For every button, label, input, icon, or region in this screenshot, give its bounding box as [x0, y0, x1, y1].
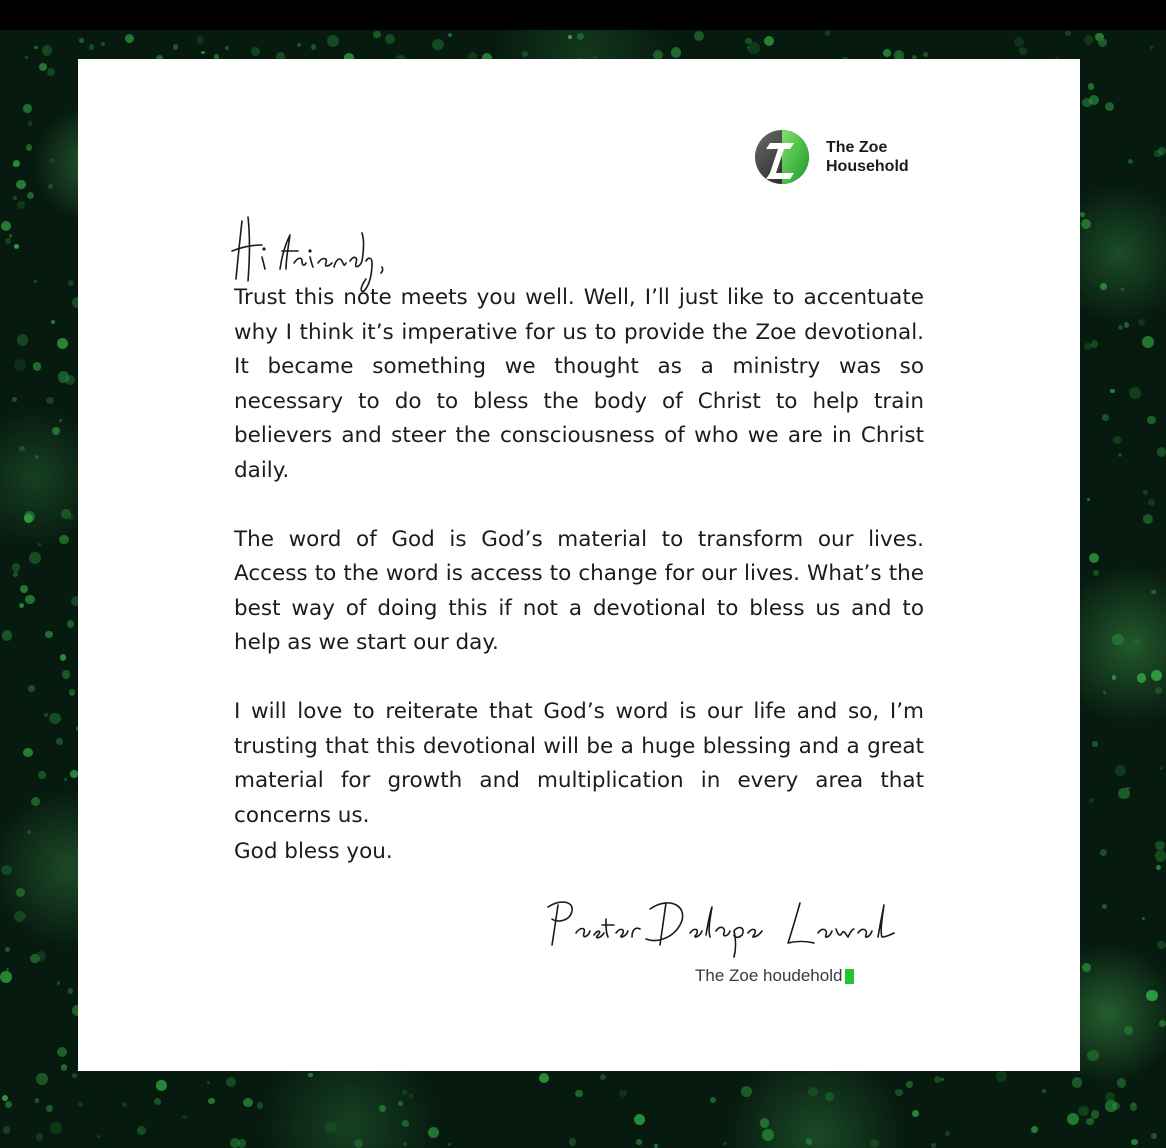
foliage-leaf [16, 180, 26, 190]
foliage-leaf [13, 572, 18, 577]
foliage-leaf [24, 511, 35, 522]
foliage-leaf [1157, 941, 1166, 950]
foliage-leaf [38, 771, 46, 779]
foliage-leaf [36, 1133, 44, 1141]
foliage-leaf [1158, 147, 1166, 155]
foliage-leaf [1129, 387, 1140, 398]
foliage-leaf [1087, 1050, 1099, 1062]
foliage-leaf [226, 1077, 236, 1087]
foliage-leaf [5, 947, 10, 952]
foliage-leaf [402, 1120, 409, 1127]
foliage-leaf [1087, 498, 1090, 501]
foliage-leaf [1089, 798, 1094, 803]
foliage-leaf [806, 1138, 813, 1145]
foliage-leaf [1159, 1020, 1166, 1027]
foliage-leaf [694, 31, 704, 41]
foliage-leaf [1150, 46, 1153, 49]
foliage-leaf [1148, 499, 1155, 506]
foliage-leaf [308, 1073, 312, 1077]
foliage-leaf [1102, 414, 1109, 421]
foliage-leaf [13, 160, 20, 167]
foliage-leaf [1089, 553, 1099, 563]
foliage-leaf [14, 359, 26, 371]
foliage-leaf [895, 1089, 903, 1097]
foliage-leaf [1151, 590, 1155, 594]
foliage-leaf [1117, 1078, 1127, 1088]
foliage-leaf [1155, 850, 1166, 861]
foliage-leaf [1088, 83, 1095, 90]
foliage-leaf [19, 603, 24, 608]
foliage-leaf [64, 778, 67, 781]
foliage-leaf [634, 1114, 645, 1125]
foliage-leaf [1143, 490, 1148, 495]
foliage-leaf [225, 46, 229, 50]
foliage-leaf [1146, 990, 1158, 1002]
foliage-leaf [760, 1118, 770, 1128]
foliage-leaf [297, 43, 302, 48]
foliage-leaf [741, 1086, 753, 1098]
foliage-leaf [59, 535, 69, 545]
foliage-leaf [1091, 1110, 1099, 1118]
foliage-leaf [1110, 389, 1114, 393]
foliage-leaf [1121, 288, 1124, 291]
foliage-leaf [46, 1105, 53, 1112]
foliage-leaf [577, 33, 584, 40]
foliage-leaf [1078, 1106, 1089, 1117]
foliage-leaf [1142, 336, 1154, 348]
foliage-leaf [45, 631, 53, 639]
foliage-leaf [59, 419, 62, 422]
foliage-leaf [78, 1102, 84, 1108]
letter-card [78, 59, 1080, 1071]
foliage-leaf [49, 713, 60, 724]
foliage-leaf [448, 1143, 451, 1146]
foliage-leaf [48, 184, 53, 189]
foliage-leaf [39, 63, 47, 71]
foliage-leaf [97, 1135, 101, 1139]
foliage-leaf [723, 1142, 726, 1145]
foliage-leaf [9, 234, 12, 237]
brand-name [826, 138, 909, 176]
foliage-leaf [101, 42, 105, 46]
brand-name-line1: The Zoe [826, 139, 888, 156]
foliage-leaf [1082, 963, 1091, 972]
foliage-leaf [31, 797, 41, 807]
foliage-leaf [1093, 570, 1099, 576]
foliage-leaf [568, 35, 571, 38]
foliage-leaf [2, 630, 12, 640]
foliage-leaf [1014, 37, 1024, 47]
foliage-leaf [808, 1087, 818, 1097]
foliage-leaf [1155, 687, 1162, 694]
letter-paragraph-1: Trust this note meets you well. Well, I’ll just like to accentuate why I think it’s imperative for us to provide the Zoe devotional. It became something we thought as a ministry was so necessary to do to bless the body of Christ to help train believers and steer the consciousness of who we are in Christ daily. [234, 285, 924, 483]
foliage-leaf [1155, 841, 1164, 850]
foliage-leaf [47, 68, 55, 76]
foliage-leaf [1067, 1113, 1079, 1125]
foliage-leaf [29, 552, 41, 564]
foliage-leaf [354, 1139, 363, 1148]
foliage-leaf [208, 1098, 215, 1105]
foliage-leaf [373, 31, 380, 38]
foliage-leaf [12, 563, 21, 572]
top-black-bar [0, 0, 1166, 30]
foliage-leaf [1156, 865, 1161, 870]
foliage-leaf [52, 427, 60, 435]
foliage-leaf [522, 51, 528, 57]
foliage-leaf [311, 44, 317, 50]
foliage-leaf [5, 1101, 12, 1108]
foliage-leaf [1131, 1102, 1136, 1107]
letter-paragraph-2: The word of God is God’s material to transform our lives. Access to the word is access to change for our lives. What’s the best way of doing this if not a devotional to bless us and to help as we start our day. [234, 526, 924, 656]
foliage-leaf [1131, 1139, 1138, 1146]
foliage-leaf [923, 52, 927, 56]
foliage-leaf [65, 375, 75, 385]
foliage-leaf [201, 51, 204, 54]
foliage-leaf [1137, 673, 1147, 683]
foliage-leaf [569, 1138, 576, 1145]
foliage-leaf [35, 1098, 40, 1103]
foliage-leaf [17, 201, 25, 209]
foliage-leaf [238, 1139, 247, 1148]
foliage-leaf [941, 1078, 944, 1081]
foliage-leaf [748, 42, 759, 53]
foliage-leaf [70, 770, 77, 777]
foliage-leaf [636, 1139, 641, 1144]
foliage-leaf [60, 654, 66, 660]
zoe-household-logo-icon [754, 129, 810, 185]
foliage-leaf [50, 158, 55, 163]
foliage-leaf [1143, 514, 1153, 524]
foliage-leaf [1105, 102, 1114, 111]
foliage-leaf [27, 192, 35, 200]
foliage-leaf [432, 39, 444, 51]
letter-paragraph-3: I will love to reiterate that God’s word is our life and so, I’m trusting that this devotional will be a huge blessing and a great material for growth and multiplication in every area that concerns us. [234, 698, 924, 828]
foliage-leaf [13, 196, 18, 201]
foliage-leaf [69, 689, 76, 696]
foliage-leaf [1115, 765, 1126, 776]
foliage-leaf [379, 1105, 386, 1112]
foliage-leaf [44, 713, 48, 717]
foliage-leaf [762, 1129, 774, 1141]
foliage-leaf [1100, 849, 1107, 856]
foliage-leaf [72, 1073, 77, 1078]
foliage-leaf [1019, 47, 1027, 55]
foliage-leaf [156, 1080, 167, 1091]
foliage-leaf [137, 1126, 146, 1135]
foliage-leaf [1072, 1077, 1082, 1087]
foliage-leaf [38, 543, 41, 546]
letter-closing: God bless you. [234, 839, 393, 864]
foliage-leaf [14, 244, 20, 250]
foliage-leaf [251, 47, 260, 56]
foliage-leaf [1138, 319, 1145, 326]
foliage-leaf [1118, 325, 1123, 330]
foliage-leaf [243, 1098, 252, 1107]
foliage-leaf [23, 104, 31, 112]
foliage-leaf [50, 1122, 62, 1134]
foliage-leaf [1042, 1089, 1047, 1094]
letter-body [234, 281, 924, 833]
foliage-leaf [125, 34, 134, 43]
foliage-leaf [945, 1131, 950, 1136]
foliage-leaf [539, 1073, 550, 1084]
foliage-leaf [934, 1076, 941, 1083]
foliage-leaf [671, 47, 682, 58]
foliage-leaf [0, 971, 12, 983]
foliage-leaf [403, 1142, 407, 1146]
foliage-leaf [28, 685, 35, 692]
foliage-leaf [16, 888, 25, 897]
foliage-leaf [36, 951, 46, 961]
handwritten-signature [540, 889, 920, 959]
foliage-leaf [575, 1090, 583, 1098]
foliage-leaf [1105, 1092, 1115, 1102]
foliage-leaf [996, 1071, 1007, 1082]
foliage-leaf [36, 1073, 47, 1084]
foliage-leaf [825, 1092, 833, 1100]
foliage-leaf [79, 38, 84, 43]
signature-organization-text: The Zoe houdehold [695, 966, 843, 985]
foliage-leaf [402, 1090, 407, 1095]
foliage-leaf [931, 1143, 936, 1148]
foliage-leaf [654, 1144, 658, 1148]
foliage-leaf [906, 1081, 912, 1087]
foliage-leaf [1118, 788, 1130, 800]
foliage-leaf [1151, 670, 1162, 681]
foliage-leaf [325, 1122, 336, 1133]
foliage-leaf [1081, 219, 1091, 229]
foliage-leaf [1133, 639, 1140, 646]
foliage-leaf [3, 1126, 11, 1134]
foliage-leaf [57, 1047, 68, 1058]
foliage-leaf [1, 865, 12, 876]
foliage-leaf [1112, 675, 1117, 680]
foliage-leaf [12, 397, 17, 402]
foliage-leaf [173, 44, 178, 49]
foliage-leaf [25, 595, 35, 605]
foliage-leaf [1092, 741, 1097, 746]
foliage-leaf [1112, 1102, 1120, 1110]
foliage-leaf [1142, 917, 1145, 920]
foliage-leaf [42, 45, 52, 55]
foliage-leaf [1080, 212, 1085, 217]
foliage-leaf [257, 1102, 264, 1109]
foliage-leaf [1102, 904, 1107, 909]
foliage-leaf [1157, 447, 1166, 456]
foliage-leaf [5, 238, 11, 244]
foliage-leaf [409, 1094, 413, 1098]
foliage-leaf [1100, 283, 1107, 290]
foliage-leaf [27, 830, 31, 834]
green-square-icon [845, 969, 854, 984]
foliage-leaf [89, 44, 94, 49]
foliage-leaf [19, 446, 24, 451]
foliage-leaf [122, 1102, 127, 1107]
foliage-leaf [34, 280, 38, 284]
foliage-leaf [1112, 634, 1123, 645]
foliage-leaf [1147, 416, 1155, 424]
foliage-leaf [1124, 1026, 1133, 1035]
foliage-leaf [33, 362, 42, 371]
foliage-leaf [26, 144, 33, 151]
foliage-leaf [1103, 691, 1106, 694]
foliage-leaf [1113, 436, 1122, 445]
foliage-leaf [57, 338, 68, 349]
foliage-leaf [1118, 453, 1122, 457]
foliage-leaf [46, 397, 54, 405]
foliage-leaf [428, 1127, 439, 1138]
foliage-leaf [1, 221, 11, 231]
foliage-leaf [62, 670, 70, 678]
foliage-leaf [17, 334, 29, 346]
foliage-leaf [68, 280, 74, 286]
foliage-leaf [764, 36, 774, 46]
foliage-leaf [154, 1098, 161, 1105]
foliage-leaf [23, 748, 32, 757]
foliage-leaf [1160, 767, 1164, 771]
foliage-leaf [56, 738, 63, 745]
foliage-leaf [68, 514, 74, 520]
foliage-leaf [25, 56, 28, 59]
foliage-leaf [14, 911, 25, 922]
foliage-leaf [34, 46, 37, 49]
brand-name-line2: Household [826, 158, 909, 175]
foliage-leaf [825, 30, 830, 35]
foliage-leaf [1124, 322, 1129, 327]
foliage-leaf [61, 1064, 68, 1071]
foliage-leaf [1091, 340, 1099, 348]
foliage-leaf [1089, 95, 1099, 105]
foliage-leaf [57, 981, 60, 984]
foliage-leaf [385, 34, 395, 44]
foliage-leaf [398, 1101, 403, 1106]
foliage-leaf [1151, 1133, 1157, 1139]
foliage-leaf [1031, 1126, 1038, 1133]
foliage-leaf [448, 33, 452, 37]
foliage-leaf [28, 121, 32, 125]
foliage-leaf [20, 585, 28, 593]
foliage-leaf [619, 1090, 626, 1097]
foliage-leaf [600, 1074, 607, 1081]
foliage-leaf [327, 35, 339, 47]
foliage-leaf [870, 1139, 879, 1148]
foliage-leaf [883, 49, 891, 57]
foliage-leaf [67, 620, 75, 628]
foliage-leaf [912, 1110, 919, 1117]
foliage-leaf [207, 1081, 210, 1084]
signature-organization [695, 966, 854, 986]
foliage-leaf [1084, 35, 1094, 45]
foliage-leaf [51, 320, 55, 324]
foliage-leaf [197, 36, 205, 44]
foliage-leaf [1098, 38, 1107, 47]
foliage-leaf [1128, 159, 1133, 164]
foliage-leaf [182, 1115, 187, 1120]
brand-logo [754, 129, 909, 185]
foliage-leaf [68, 988, 74, 994]
foliage-leaf [710, 1097, 716, 1103]
foliage-leaf [1065, 31, 1071, 37]
foliage-leaf [35, 455, 39, 459]
